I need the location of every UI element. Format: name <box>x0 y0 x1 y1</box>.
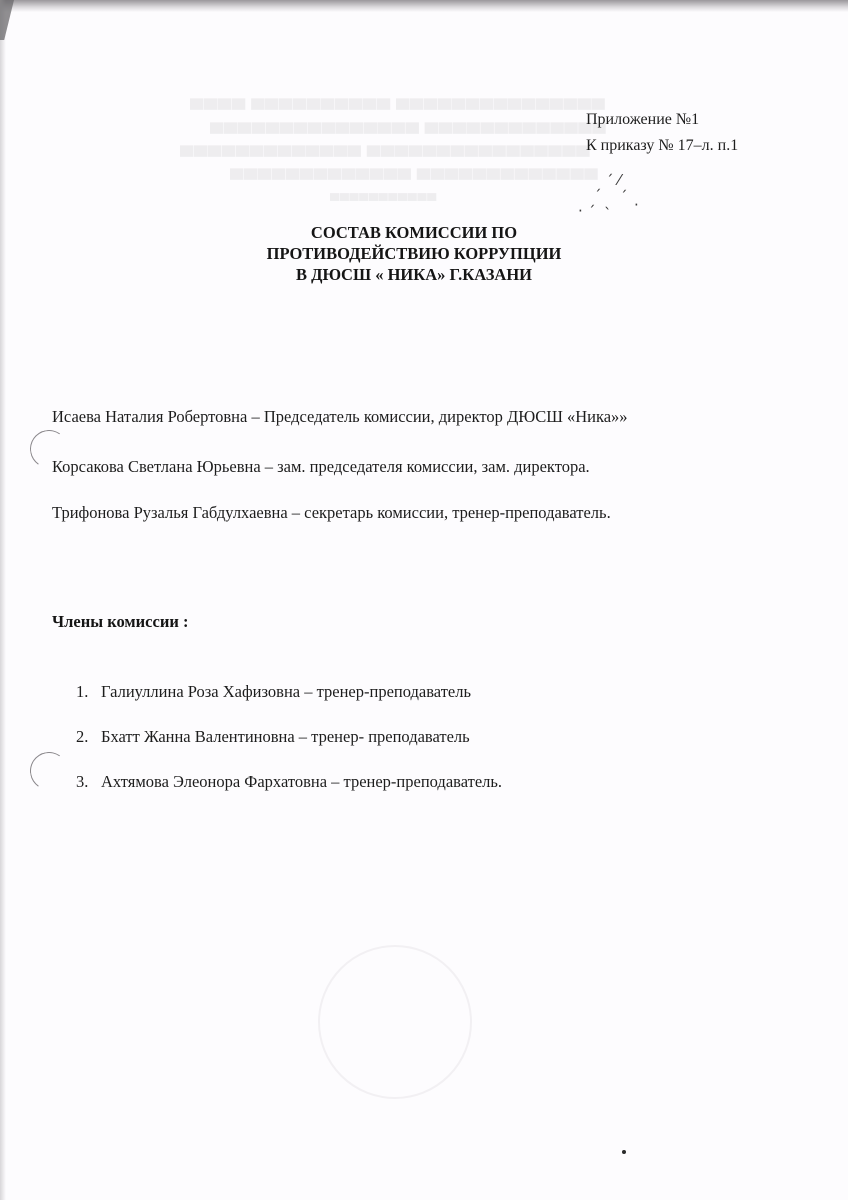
list-item-number: 2. <box>76 727 89 746</box>
bleed-through-stamp <box>318 945 472 1099</box>
list-item-number: 1. <box>76 682 89 701</box>
appendix-reference <box>586 107 738 159</box>
bleed-through-letterhead: ▄▄▄▄▄▄▄▄▄▄▄▄▄ ▄▄▄▄▄▄▄▄▄▄▄▄▄ <box>230 158 599 179</box>
scan-top-shadow <box>0 0 848 12</box>
member-name: Бхатт Жанна Валентиновна – тренер- преподаватель <box>101 727 470 746</box>
members-list <box>76 682 502 817</box>
appendix-number: Приложение №1 <box>586 111 700 128</box>
members-heading: Члены комиссии : <box>52 612 189 631</box>
bleed-through-letterhead: ▄▄▄▄▄▄▄▄▄▄▄ <box>330 185 437 200</box>
chairperson-line: Исаева Наталия Робертовна – Председатель комиссии, директор ДЮСШ «Ника»» <box>52 407 628 426</box>
list-item <box>76 772 502 817</box>
scan-speck <box>622 1150 626 1154</box>
bleed-through-letterhead: ▄▄▄▄▄▄▄▄▄▄▄▄▄▄▄ ▄▄▄▄▄▄▄▄▄▄▄▄▄ <box>210 112 607 133</box>
list-item-number: 3. <box>76 772 89 791</box>
scan-corner-mark <box>0 0 14 40</box>
deputy-chairperson-line: Корсакова Светлана Юрьевна – зам. председателя комиссии, зам. директора. <box>52 457 590 476</box>
bleed-through-letterhead: ▄▄▄▄ ▄▄▄▄▄▄▄▄▄▄ ▄▄▄▄▄▄▄▄▄▄▄▄▄▄▄ <box>190 88 606 109</box>
scan-left-edge <box>0 0 6 1200</box>
list-item <box>76 682 502 727</box>
title-line-1: СОСТАВ КОМИССИИ ПО <box>310 223 518 242</box>
scan-speck-marks: ˏ ˊ ⁄ ˏ ˎ ˊ · · <box>578 171 639 220</box>
member-name: Ахтямова Элеонора Фархатовна – тренер-преподаватель. <box>101 772 503 791</box>
title-line-3: В ДЮСШ « НИКА» Г.КАЗАНИ <box>295 265 533 284</box>
secretary-line: Трифонова Рузалья Габдулхаевна – секретарь комиссии, тренер-преподаватель. <box>52 503 611 522</box>
order-reference: К приказу № 17–л. п.1 <box>586 137 739 154</box>
title-line-2: ПРОТИВОДЕЙСТВИЮ КОРРУПЦИИ <box>266 244 562 263</box>
punch-hole-mark <box>27 749 71 793</box>
bleed-through-letterhead: ▄▄▄▄▄▄▄▄▄▄▄▄▄ ▄▄▄▄▄▄▄▄▄▄▄▄▄▄▄▄ <box>180 135 591 156</box>
list-item <box>76 727 502 772</box>
document-title <box>214 222 614 285</box>
member-name: Галиуллина Роза Хафизовна – тренер-преподаватель <box>101 682 471 701</box>
